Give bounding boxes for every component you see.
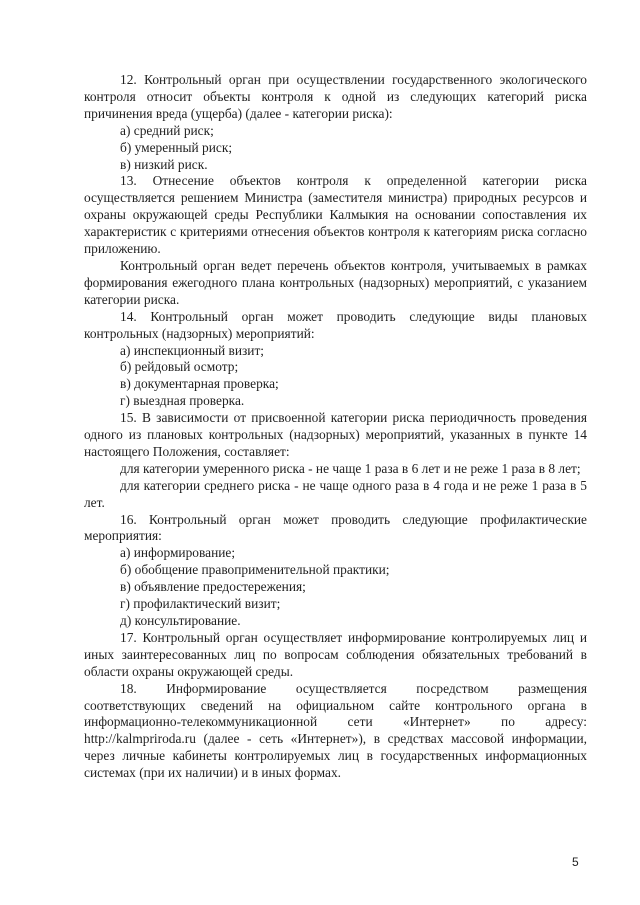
prevention-item-d: г) профилактический визит;: [120, 596, 281, 612]
prevention-item-c: в) объявление предостережения;: [120, 579, 306, 595]
event-item-c: в) документарная проверка;: [120, 376, 279, 392]
clause-15-moderate-risk: для категории умеренного риска - не чаще 1 раза в 6 лет и не реже 1 раза в 8 лет;: [120, 460, 581, 476]
document-page: [84, 72, 587, 782]
risk-item-b: б) умеренный риск;: [120, 139, 233, 155]
clause-16: 16. Контрольный орган может проводить следующие профилактические мероприятия:: [84, 511, 587, 544]
event-item-d: г) выездная проверка.: [120, 393, 245, 409]
page-number: 5: [572, 855, 579, 869]
prevention-item-e: д) консультирование.: [120, 613, 241, 628]
risk-item-a: а) средний риск;: [120, 122, 214, 138]
clause-14: 14. Контрольный орган может проводить следующие виды плановых контрольных (надзорных) мероприятий:: [84, 308, 587, 341]
clause-15-medium-risk: для категории среднего риска - не чаще одного раза в 4 года и не реже 1 раза в 5 лет.: [84, 477, 587, 510]
clause-12: 12. Контрольный орган при осуществлении государственного экологического контроля относит объекты контроля к одной из следующих категорий риска причинения вреда (ущерба) (далее - категории риска):: [84, 72, 587, 121]
clause-13: 13. Отнесение объектов контроля к определенной категории риска осуществляется решением Министра (заместителя министра) природных ресурсов и охраны окружающей среды Республики Калмыкия на основании сопоставления их характеристик с критериями отнесения объектов контроля к категориям риска согласно приложению.: [84, 173, 587, 257]
event-item-b: б) рейдовый осмотр;: [120, 359, 239, 375]
risk-item-c: в) низкий риск.: [120, 156, 208, 172]
event-item-a: а) инспекционный визит;: [120, 342, 265, 358]
clause-15: 15. В зависимости от присвоенной категории риска периодичность проведения одного из плановых контрольных (надзорных) мероприятий, указанных в пункте 14 настоящего Положения, составляет:: [84, 410, 587, 459]
clause-17: 17. Контрольный орган осуществляет информирование контролируемых лиц и иных заинтересованных лиц по вопросам соблюдения обязательных требований в области охраны окружающей среды.: [84, 629, 587, 679]
clause-13-continued: Контрольный орган ведет перечень объектов контроля, учитываемых в рамках формирования ежегодного плана контрольных (надзорных) мероприятий, с указанием категории риска.: [84, 257, 587, 307]
prevention-item-a: а) информирование;: [120, 545, 236, 561]
clause-18: 18. Информирование осуществляется посредством размещения соответствующих сведений на официальном сайте контрольного органа в информационно-телекоммуникационной сети «Интернет» по адресу: http://kalmpriroda.ru (далее - сеть «Интернет»), в средствах массовой информации, через личные кабинеты контролируемых лиц в государственных информационных системах (при их наличии) и в иных формах.: [84, 680, 587, 781]
prevention-item-b: б) обобщение правоприменительной практики;: [120, 562, 390, 578]
